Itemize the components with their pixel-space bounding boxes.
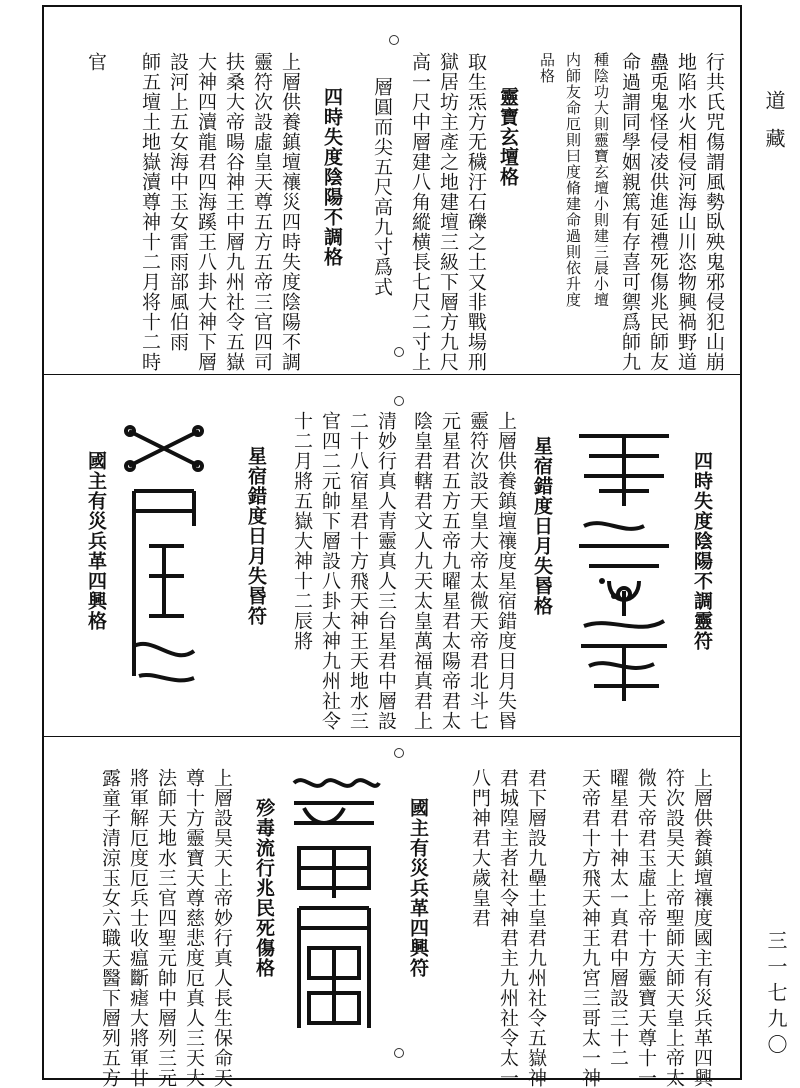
text-column: 種陰功大則靈寶玄壇小則建三晨小壇 [592,52,610,308]
page-number: 三一七九〇 [764,930,788,1060]
text-column: 元星君五方五帝九曜星君太陽帝君太 [439,411,461,731]
text-column: 八門神君大歲皇君 [469,768,491,928]
registration-mark [394,748,404,758]
text-column: 天帝君十方飛天神王九宮三哥太一神 [579,768,601,1088]
text-column: 靈符次設天皇大帝太微天帝君北斗七 [467,411,489,731]
text-column: 陰皇君轄君文人九天太皇萬福真君上 [411,411,433,731]
text-column: 官 [85,52,107,72]
text-column: 取生炁方无穢汙石礫之土又非戰場刑 [465,52,487,372]
text-column: 内師友命厄則曰度脩建命過則依升度 [564,52,582,308]
text-column: 上層供養鎮壇禳度國主有災兵革四興 [691,768,713,1088]
text-column: 蠱兎鬼怪侵凌供進延禮死傷兆民師友 [647,52,669,372]
talisman-seal [284,768,384,1058]
text-column: 官四二元帥下層設八卦大神九州社令 [319,411,341,731]
text-column: 地陷水火相侵河海山川恣物興禍野道 [675,52,697,372]
text-column: 品格 [538,52,556,84]
registration-mark [394,1048,404,1058]
text-column: 上層設昊天上帝妙行真人長生保命天 [211,768,233,1088]
text-column: 法師天地水三官四聖元帥中層列三元 [155,768,177,1088]
text-column: 上層供養鎮壇禳度星宿錯度日月失昬 [495,411,517,731]
text-column: 行共氏咒傷謂風勢臥殃鬼邪侵犯山崩 [703,52,725,372]
text-column: 二十八宿星君十方飛天神王天地水三 [347,411,369,731]
talisman-title: 國主有災兵革四興符 [407,798,429,978]
text-column: 設河上五女海中玉女雷雨部風伯雨 [167,52,189,352]
talisman-title: 四時失度陰陽不調靈符 [691,451,713,651]
panel-2 [44,376,740,736]
panel-divider [44,736,740,737]
text-column: 君城隍主者社令神君主九州社令太一 [497,768,519,1088]
text-column: 師五壇土地嶽瀆尊神十二月将十二時 [139,52,161,372]
section-title: 四時失度陰陽不調格 [321,87,343,267]
registration-mark [394,347,404,357]
text-column: 君下層設九壘土皇君九州社令五嶽神 [525,768,547,1088]
talisman-seal [569,416,679,706]
talisman-seal [594,571,624,611]
text-column: 大神四瀆龍君四海蹊王八卦大神下層 [195,52,217,372]
section-title: 國主有災兵革四興格 [85,451,107,631]
text-column: 曜星君十神太一真君中層設三十二 [607,768,629,1068]
panel-1 [44,7,740,374]
text-column: 高一尺中層建八角縱横長七尺二寸上 [409,52,431,372]
talisman-seal [124,416,204,716]
panel-3 [44,738,740,1088]
text-column: 露童子清涼玉女六職天醫下層列五方 [99,768,121,1088]
section-title: 星宿錯度日月失昬格 [531,436,553,616]
text-column: 將軍解厄度厄兵士收瘟斷瘧大將軍廿 [127,768,149,1088]
text-column: 清妙行真人青靈真人三台星君中層設 [375,411,397,731]
registration-mark [389,35,399,45]
text-column: 層圓而尖五尺高九寸爲式 [371,77,393,297]
page-frame [42,5,742,1088]
text-column: 尊十方靈寶天尊慈悲度厄真人三天大 [183,768,205,1088]
text-column: 符次設昊天上帝聖師天師天皇上帝太 [663,768,685,1088]
text-column: 獄居坊主產之地建壇三級下層方九尺 [437,52,459,372]
text-column: 上層供養鎮壇禳災四時失度陰陽不調 [279,52,301,372]
text-column: 靈符次設虛皇天尊五方五帝三官四司 [251,52,273,372]
text-column: 命過謂同學姻親篤有存喜可禦爲師九 [619,52,641,372]
talisman-title: 星宿錯度日月失昬符 [245,446,267,626]
text-column: 扶桑大帝暘谷神王中層九州社令五嶽 [223,52,245,372]
panel-divider [44,374,740,375]
text-column: 十二月將五嶽大神十二辰將 [291,411,313,651]
book-name: 道藏 [762,90,786,166]
registration-mark [394,396,404,406]
section-title: 靈寶玄壇格 [497,87,519,187]
section-title: 殄毒流行兆民死傷格 [253,798,275,978]
text-column: 微天帝君玉虛上帝十方靈寶天尊十一 [635,768,657,1088]
